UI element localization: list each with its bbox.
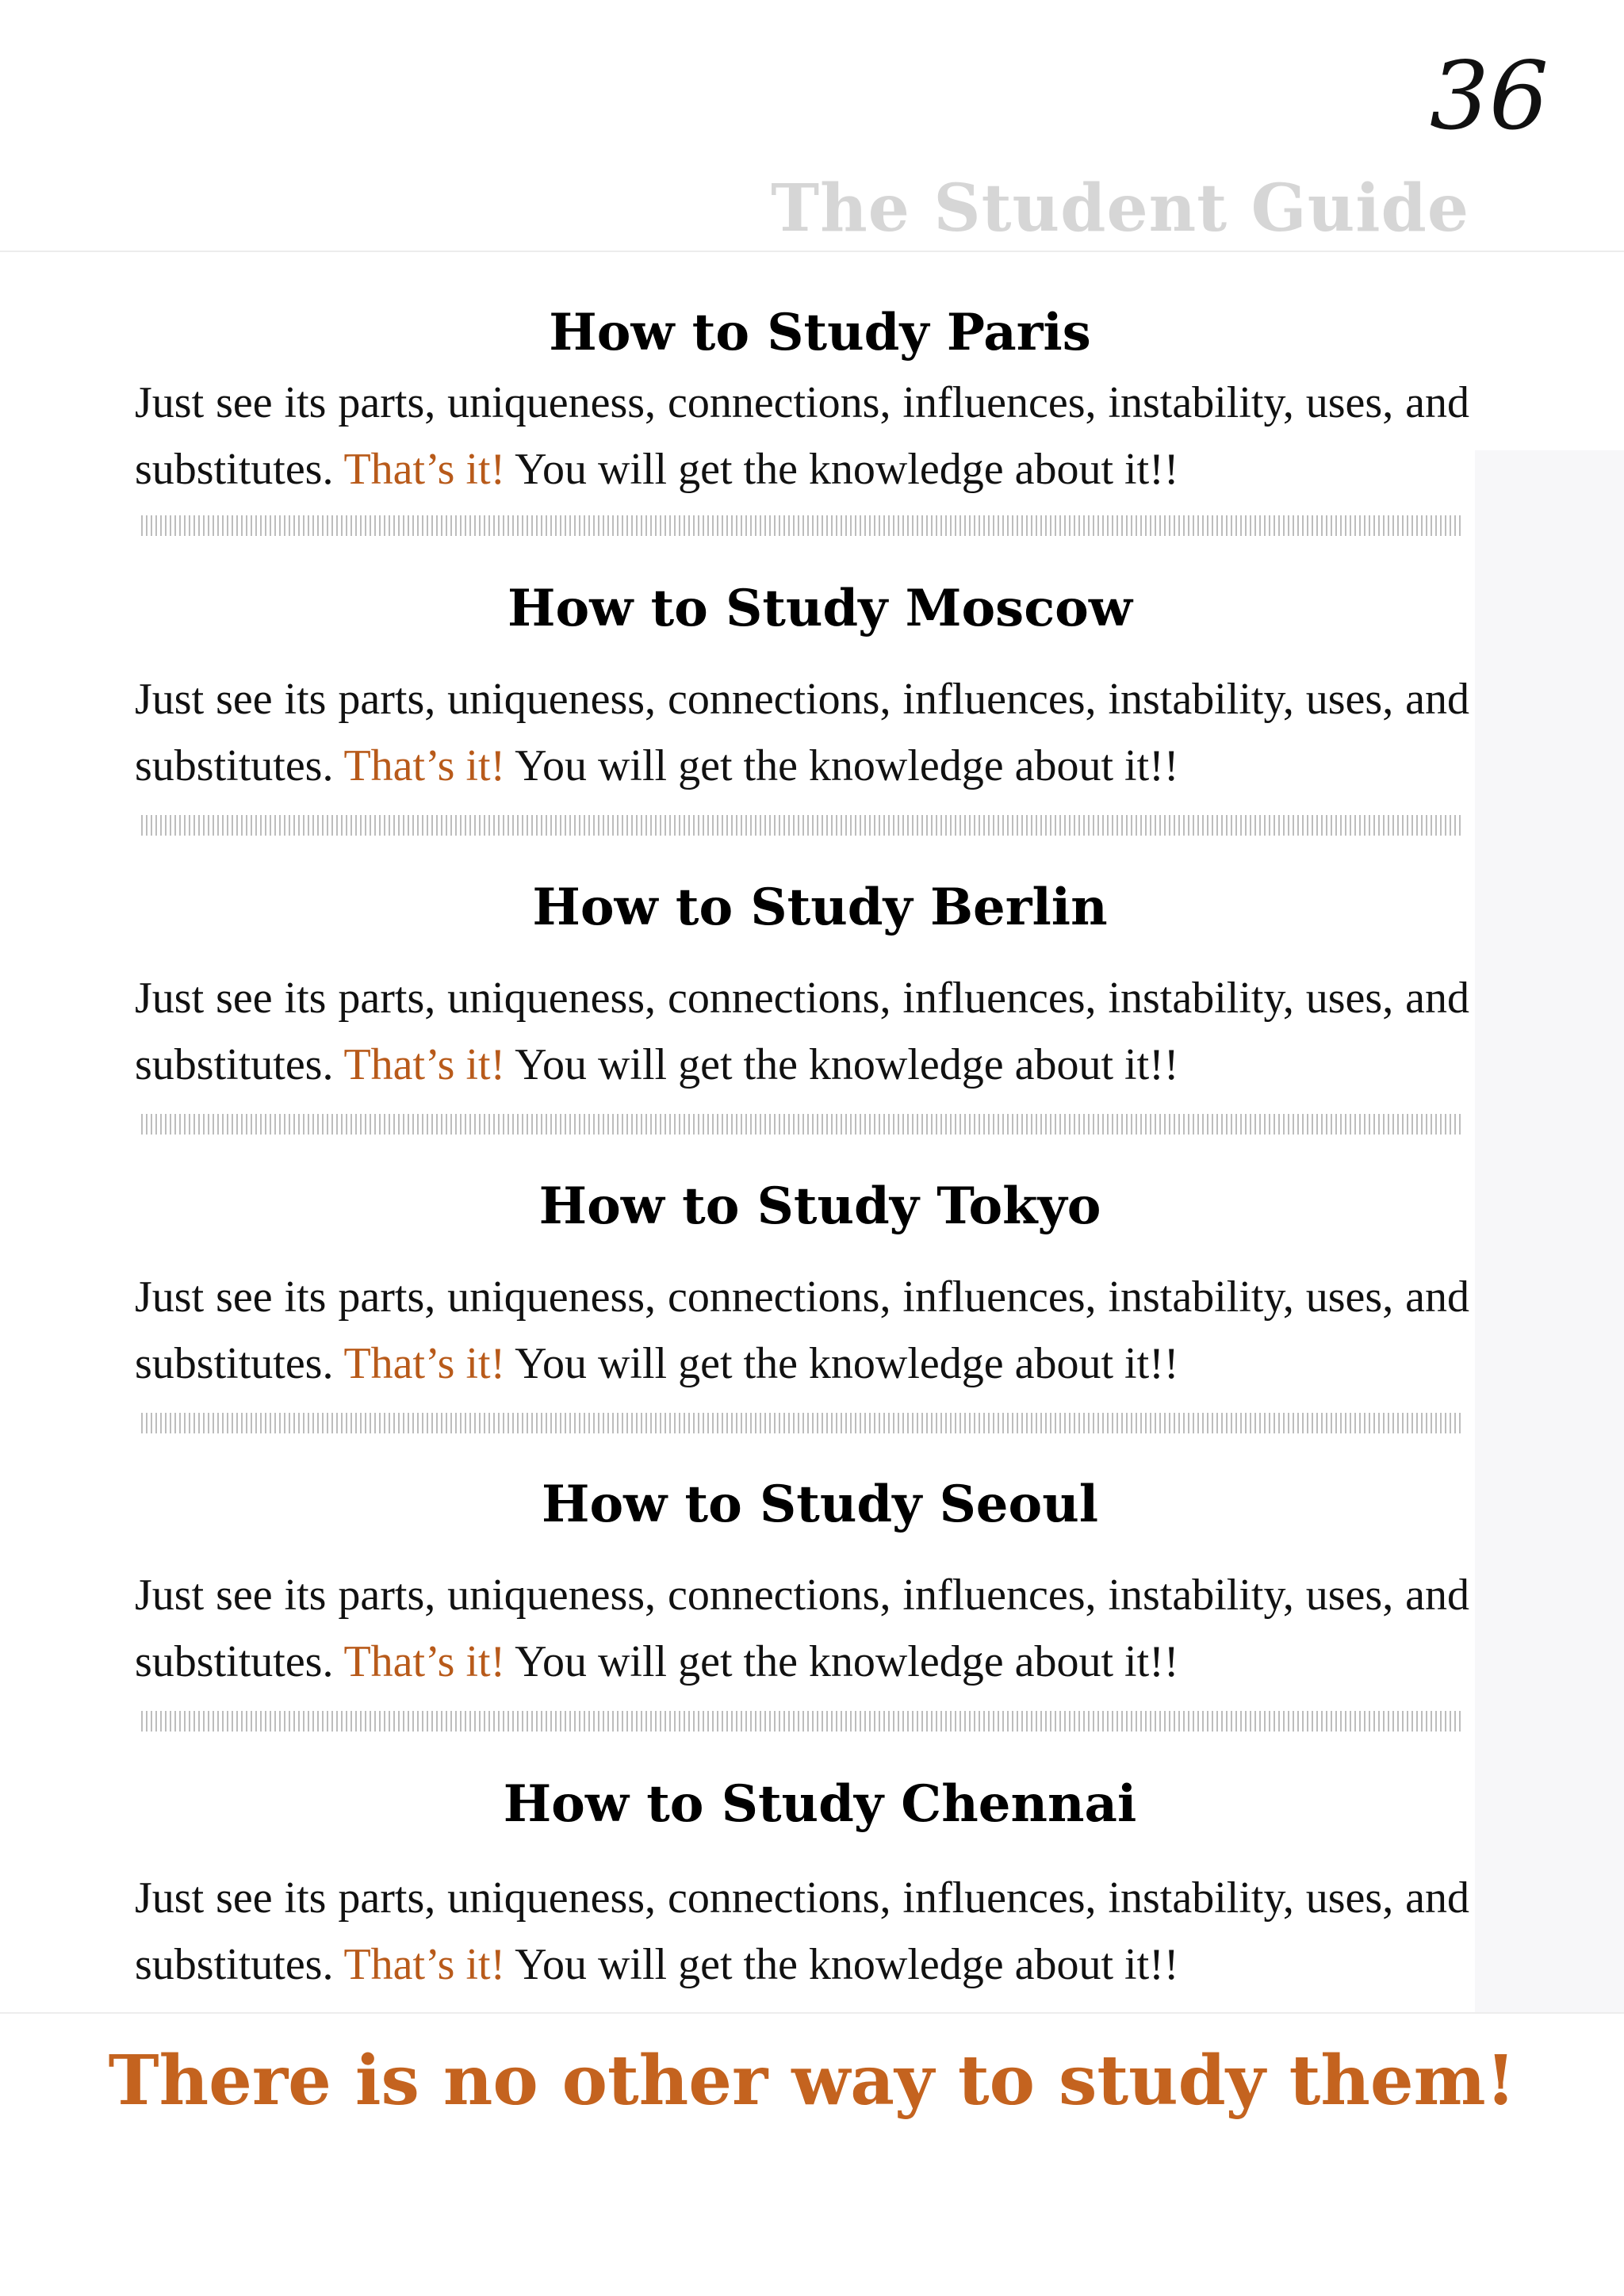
body-highlight: That’s it! bbox=[343, 1637, 506, 1686]
body-text: Just see its parts, uniqueness, connections, influences, instability, uses, and substitutes. bbox=[135, 974, 1469, 1089]
section-heading: How to Study Tokyo bbox=[538, 1177, 1101, 1236]
body-text: Just see its parts, uniqueness, connections, influences, instability, uses, and substitutes. bbox=[135, 1571, 1469, 1686]
page-side-band-top bbox=[1475, 252, 1624, 450]
section-berlin bbox=[135, 878, 1469, 1098]
body-text: Just see its parts, uniqueness, connections, influences, instability, uses, and substitutes. bbox=[135, 378, 1469, 494]
footer-rule bbox=[0, 2012, 1624, 2014]
section-moscow bbox=[135, 579, 1469, 799]
section-heading: How to Study Paris bbox=[549, 303, 1091, 362]
page-number: 36 bbox=[1429, 41, 1549, 151]
body-highlight: That’s it! bbox=[343, 1040, 506, 1089]
body-highlight: That’s it! bbox=[343, 741, 506, 790]
body-highlight: That’s it! bbox=[343, 1339, 506, 1388]
body-highlight: That’s it! bbox=[343, 445, 506, 494]
guide-title: The Student Guide bbox=[771, 170, 1469, 247]
body-text-end: You will get the knowledge about it!! bbox=[505, 1940, 1179, 1989]
body-text: Just see its parts, uniqueness, connections, influences, instability, uses, and substitutes. bbox=[135, 1873, 1469, 1989]
body-text-end: You will get the knowledge about it!! bbox=[505, 445, 1179, 494]
section-body bbox=[135, 965, 1469, 1098]
header-rule bbox=[0, 251, 1624, 252]
page-side-band bbox=[1475, 252, 1624, 2012]
body-text-end: You will get the knowledge about it!! bbox=[505, 741, 1179, 790]
closing-statement: There is no other way to study them! bbox=[108, 2041, 1516, 2121]
body-text-end: You will get the knowledge about it!! bbox=[505, 1040, 1179, 1089]
section-body bbox=[135, 1264, 1469, 1397]
section-divider bbox=[141, 1711, 1464, 1732]
body-text: Just see its parts, uniqueness, connections, influences, instability, uses, and substitutes. bbox=[135, 675, 1469, 790]
body-highlight: That’s it! bbox=[343, 1940, 506, 1989]
section-heading: How to Study Chennai bbox=[503, 1774, 1137, 1834]
section-divider bbox=[141, 1413, 1464, 1433]
section-body bbox=[135, 666, 1469, 799]
body-text: Just see its parts, uniqueness, connections, influences, instability, uses, and substitutes. bbox=[135, 1272, 1469, 1388]
section-divider bbox=[141, 1114, 1464, 1135]
section-heading: How to Study Seoul bbox=[541, 1475, 1099, 1534]
body-text-end: You will get the knowledge about it!! bbox=[505, 1339, 1179, 1388]
section-body bbox=[135, 369, 1469, 503]
section-heading: How to Study Moscow bbox=[508, 579, 1132, 638]
section-body bbox=[135, 1865, 1469, 1998]
section-heading: How to Study Berlin bbox=[532, 878, 1108, 937]
section-tokyo bbox=[135, 1177, 1469, 1397]
section-chennai bbox=[135, 1774, 1469, 1998]
section-divider bbox=[141, 515, 1464, 536]
section-divider bbox=[141, 815, 1464, 836]
section-paris bbox=[135, 303, 1469, 503]
section-body bbox=[135, 1562, 1469, 1695]
body-text-end: You will get the knowledge about it!! bbox=[505, 1637, 1179, 1686]
section-seoul bbox=[135, 1475, 1469, 1695]
